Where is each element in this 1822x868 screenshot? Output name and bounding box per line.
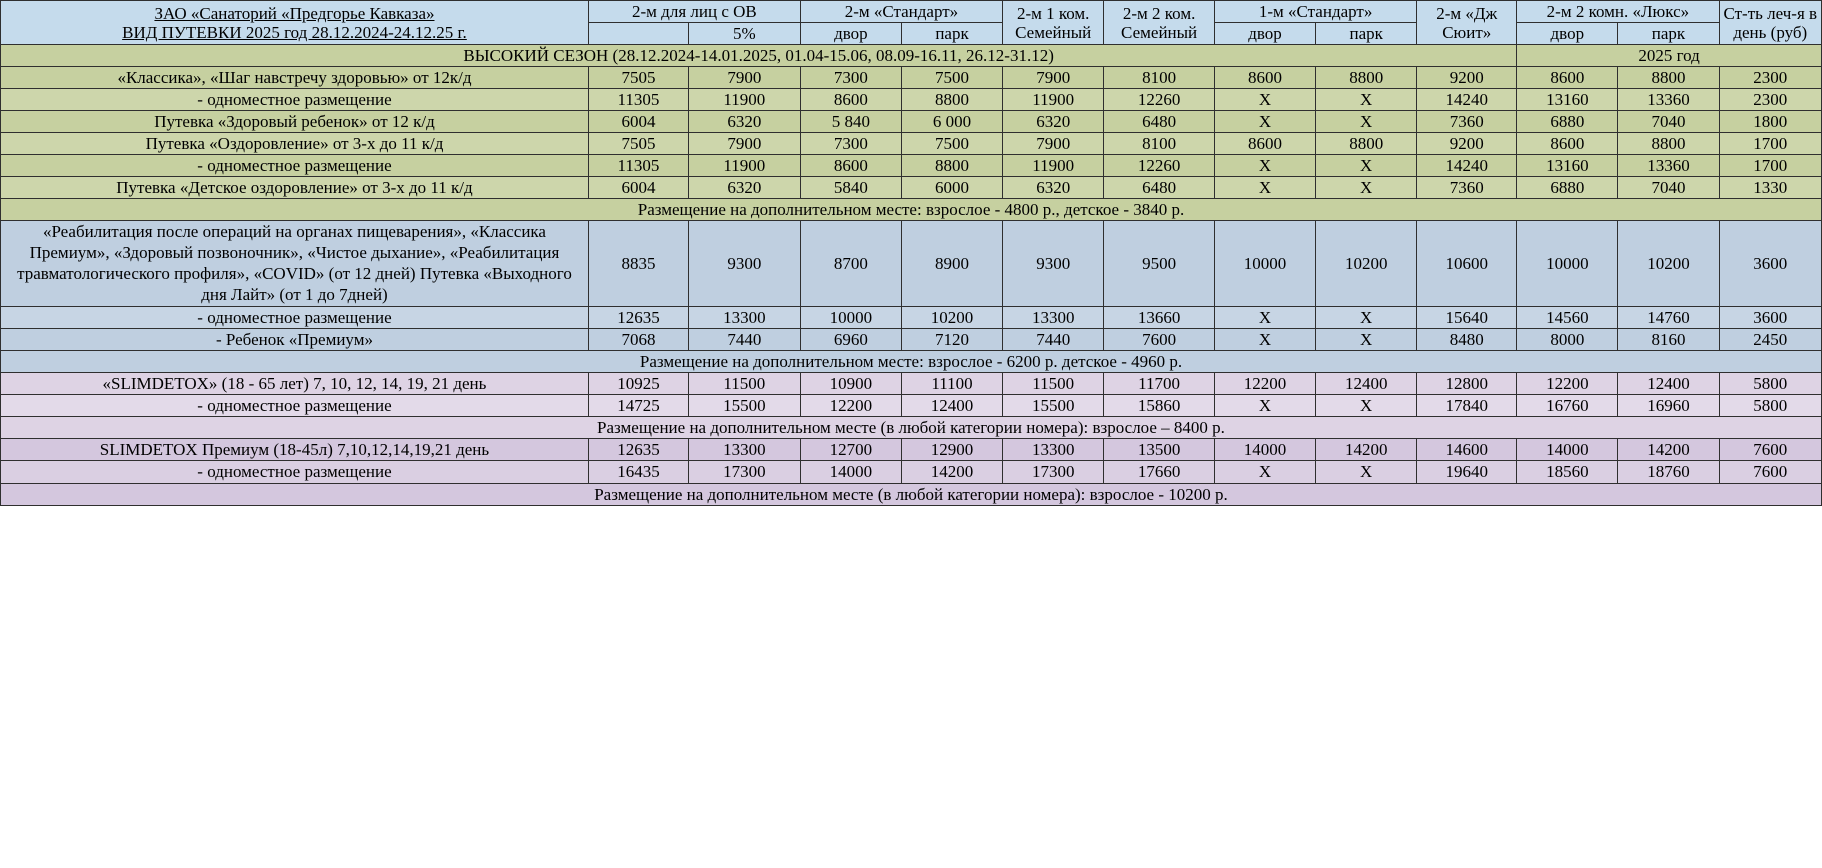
price-cell: 8100 <box>1104 67 1215 89</box>
price-cell: 6880 <box>1517 111 1618 133</box>
price-cell: 1330 <box>1719 177 1821 199</box>
price-cell: 10925 <box>588 373 688 395</box>
price-cell: 12700 <box>800 439 901 461</box>
price-cell: X <box>1316 111 1417 133</box>
header-col-ov: 2-м для лиц с ОВ <box>588 1 800 23</box>
price-cell: 14760 <box>1618 307 1719 329</box>
note-text: Размещение на дополнительном месте: взрослое - 4800 р., детское - 3840 р. <box>1 199 1822 221</box>
price-cell: 2300 <box>1719 89 1821 111</box>
price-cell: 6320 <box>1003 177 1104 199</box>
table-note-row <box>1 199 1822 221</box>
price-cell: 7505 <box>588 133 688 155</box>
price-cell: 13160 <box>1517 155 1618 177</box>
price-cell: 12400 <box>1316 373 1417 395</box>
price-cell: X <box>1214 461 1315 483</box>
header-col-family-1room: 2-м 1 ком. Семейный <box>1003 1 1104 45</box>
row-label: - одноместное размещение <box>1 89 589 111</box>
price-cell: 11305 <box>588 89 688 111</box>
price-cell: 14725 <box>588 395 688 417</box>
price-cell: 10600 <box>1417 221 1517 307</box>
price-cell: 8900 <box>901 221 1002 307</box>
price-cell: X <box>1214 177 1315 199</box>
price-cell: 8800 <box>901 155 1002 177</box>
price-cell: 14240 <box>1417 89 1517 111</box>
price-cell: 7900 <box>688 67 800 89</box>
header-sub-single-park: парк <box>1316 23 1417 45</box>
price-cell: 7600 <box>1104 329 1215 351</box>
header-sub-lux-park: парк <box>1618 23 1719 45</box>
header-sub-ov-5: 5% <box>688 23 800 45</box>
header-sub-single-yard: двор <box>1214 23 1315 45</box>
price-cell: 7300 <box>800 67 901 89</box>
header-sub-standart-park: парк <box>901 23 1002 45</box>
price-cell: 11305 <box>588 155 688 177</box>
price-cell: X <box>1316 461 1417 483</box>
price-cell: 13500 <box>1104 439 1215 461</box>
price-cell: 17660 <box>1104 461 1215 483</box>
price-cell: X <box>1316 155 1417 177</box>
price-cell: 6320 <box>688 177 800 199</box>
row-label: «Реабилитация после операций на органах пищеварения», «Классика Премиум», «Здоровый позвоночник», «Чистое дыхание», «Реабилитация травматологического профиля», «COVID» (от 12 дней) Путевка «Выходного дня Лайт» (от 1 до 7дней) <box>1 221 589 307</box>
price-cell: 11900 <box>688 155 800 177</box>
table-row <box>1 461 1822 483</box>
price-cell: 14560 <box>1517 307 1618 329</box>
price-cell: 6004 <box>588 177 688 199</box>
price-cell: 7040 <box>1618 177 1719 199</box>
price-cell: 5 840 <box>800 111 901 133</box>
price-cell: 14000 <box>800 461 901 483</box>
price-cell: 7440 <box>1003 329 1104 351</box>
row-label: - одноместное размещение <box>1 461 589 483</box>
header-org-cell <box>1 1 589 45</box>
price-cell: 13360 <box>1618 155 1719 177</box>
table-row <box>1 67 1822 89</box>
price-cell: 11900 <box>1003 89 1104 111</box>
price-cell: 5840 <box>800 177 901 199</box>
price-cell: 11900 <box>1003 155 1104 177</box>
price-cell: 7900 <box>1003 133 1104 155</box>
price-cell: 7900 <box>688 133 800 155</box>
price-cell: 14000 <box>1214 439 1315 461</box>
price-cell: 14200 <box>1316 439 1417 461</box>
price-cell: 8600 <box>1214 133 1315 155</box>
price-cell: 8800 <box>1316 67 1417 89</box>
price-cell: 10200 <box>1316 221 1417 307</box>
price-cell: 15860 <box>1104 395 1215 417</box>
price-cell: 7360 <box>1417 177 1517 199</box>
price-cell: X <box>1214 89 1315 111</box>
price-cell: 8160 <box>1618 329 1719 351</box>
price-cell: 10000 <box>1517 221 1618 307</box>
price-cell: 14000 <box>1517 439 1618 461</box>
season-banner-text: ВЫСОКИЙ СЕЗОН (28.12.2024-14.01.2025, 01.04-15.06, 08.09-16.11, 26.12-31.12) <box>1 45 1517 67</box>
price-cell: X <box>1214 395 1315 417</box>
price-cell: 13300 <box>1003 307 1104 329</box>
price-cell: 11500 <box>688 373 800 395</box>
price-cell: 15500 <box>1003 395 1104 417</box>
header-sub-standart-yard: двор <box>800 23 901 45</box>
table-row <box>1 221 1822 307</box>
note-text: Размещение на дополнительном месте (в любой категории номера): взрослое - 10200 р. <box>1 483 1822 505</box>
row-label: Путевка «Оздоровление» от 3-х до 11 к/д <box>1 133 589 155</box>
price-cell: 8800 <box>1316 133 1417 155</box>
price-cell: 9300 <box>1003 221 1104 307</box>
price-cell: 6320 <box>688 111 800 133</box>
table-row <box>1 329 1822 351</box>
price-cell: 7505 <box>588 67 688 89</box>
row-label: Путевка «Детское оздоровление» от 3-х до 11 к/д <box>1 177 589 199</box>
price-cell: 7600 <box>1719 439 1821 461</box>
price-cell: 8700 <box>800 221 901 307</box>
price-cell: 12400 <box>1618 373 1719 395</box>
price-cell: 12200 <box>1517 373 1618 395</box>
table-row <box>1 307 1822 329</box>
price-cell: X <box>1214 155 1315 177</box>
table-note-row <box>1 351 1822 373</box>
price-cell: 11900 <box>688 89 800 111</box>
row-label: «Классика», «Шаг навстречу здоровью» от 12к/д <box>1 67 589 89</box>
price-cell: 18760 <box>1618 461 1719 483</box>
price-cell: 17300 <box>1003 461 1104 483</box>
price-cell: 8600 <box>1214 67 1315 89</box>
price-cell: 8600 <box>1517 133 1618 155</box>
price-cell: 13300 <box>688 439 800 461</box>
price-cell: 8600 <box>1517 67 1618 89</box>
price-cell: 14200 <box>1618 439 1719 461</box>
price-cell: 19640 <box>1417 461 1517 483</box>
price-cell: 8100 <box>1104 133 1215 155</box>
header-col-standart: 2-м «Стандарт» <box>800 1 1002 23</box>
price-cell: 3600 <box>1719 221 1821 307</box>
price-cell: 10000 <box>1214 221 1315 307</box>
price-cell: 6320 <box>1003 111 1104 133</box>
table-row <box>1 395 1822 417</box>
price-cell: 14240 <box>1417 155 1517 177</box>
price-cell: 7360 <box>1417 111 1517 133</box>
price-cell: 12260 <box>1104 155 1215 177</box>
note-text: Размещение на дополнительном месте: взрослое - 6200 р. детское - 4960 р. <box>1 351 1822 373</box>
row-label: SLIMDETOX Премиум (18-45л) 7,10,12,14,19,21 день <box>1 439 589 461</box>
price-cell: 8600 <box>800 155 901 177</box>
price-cell: 6480 <box>1104 111 1215 133</box>
header-row-titles <box>1 1 1822 23</box>
price-cell: 6880 <box>1517 177 1618 199</box>
row-label: - одноместное размещение <box>1 307 589 329</box>
price-cell: 12200 <box>1214 373 1315 395</box>
price-cell: 7600 <box>1719 461 1821 483</box>
price-cell: 1700 <box>1719 155 1821 177</box>
price-cell: 14600 <box>1417 439 1517 461</box>
price-cell: 12900 <box>901 439 1002 461</box>
price-cell: X <box>1214 329 1315 351</box>
price-cell: 17300 <box>688 461 800 483</box>
price-cell: 6004 <box>588 111 688 133</box>
price-cell: 13300 <box>1003 439 1104 461</box>
price-cell: 7440 <box>688 329 800 351</box>
price-cell: 16435 <box>588 461 688 483</box>
price-cell: 13160 <box>1517 89 1618 111</box>
row-label: - Ребенок «Премиум» <box>1 329 589 351</box>
price-cell: 1700 <box>1719 133 1821 155</box>
price-cell: 8800 <box>901 89 1002 111</box>
price-cell: X <box>1316 329 1417 351</box>
season-banner-row <box>1 45 1822 67</box>
price-cell: 13300 <box>688 307 800 329</box>
price-cell: 2300 <box>1719 67 1821 89</box>
price-cell: 10200 <box>901 307 1002 329</box>
table-note-row <box>1 417 1822 439</box>
price-cell: 7120 <box>901 329 1002 351</box>
row-label: Путевка «Здоровый ребенок» от 12 к/д <box>1 111 589 133</box>
price-cell: 8835 <box>588 221 688 307</box>
price-cell: X <box>1316 307 1417 329</box>
price-cell: 8800 <box>1618 133 1719 155</box>
table-row <box>1 111 1822 133</box>
price-cell: 10200 <box>1618 221 1719 307</box>
price-cell: 16760 <box>1517 395 1618 417</box>
header-col-treatment-cost: Ст-ть леч-я в день (руб) <box>1719 1 1821 45</box>
price-cell: 6 000 <box>901 111 1002 133</box>
price-cell: 6960 <box>800 329 901 351</box>
price-cell: 6480 <box>1104 177 1215 199</box>
price-cell: 7300 <box>800 133 901 155</box>
price-cell: 6000 <box>901 177 1002 199</box>
org-line-1: ЗАО «Санаторий «Предгорье Кавказа» <box>154 3 435 23</box>
price-cell: 3600 <box>1719 307 1821 329</box>
price-cell: 15640 <box>1417 307 1517 329</box>
table-row <box>1 373 1822 395</box>
row-label: - одноместное размещение <box>1 155 589 177</box>
price-cell: 2450 <box>1719 329 1821 351</box>
price-cell: 7900 <box>1003 67 1104 89</box>
header-col-lux: 2-м 2 комн. «Люкс» <box>1517 1 1719 23</box>
price-cell: 10000 <box>800 307 901 329</box>
price-cell: X <box>1316 395 1417 417</box>
price-cell: 8600 <box>800 89 901 111</box>
price-cell: 5800 <box>1719 395 1821 417</box>
price-cell: 12800 <box>1417 373 1517 395</box>
price-cell: 13660 <box>1104 307 1215 329</box>
price-cell: 16960 <box>1618 395 1719 417</box>
price-cell: 11100 <box>901 373 1002 395</box>
price-cell: 17840 <box>1417 395 1517 417</box>
row-label: «SLIMDETOX» (18 - 65 лет) 7, 10, 12, 14, 19, 21 день <box>1 373 589 395</box>
header-col-single-standart: 1-м «Стандарт» <box>1214 1 1416 23</box>
price-cell: X <box>1316 177 1417 199</box>
table-row <box>1 177 1822 199</box>
price-cell: 9200 <box>1417 67 1517 89</box>
price-cell: 8480 <box>1417 329 1517 351</box>
table-note-row <box>1 483 1822 505</box>
table-row <box>1 155 1822 177</box>
price-cell: 7500 <box>901 133 1002 155</box>
price-cell: 9200 <box>1417 133 1517 155</box>
price-cell: 1800 <box>1719 111 1821 133</box>
price-cell: 15500 <box>688 395 800 417</box>
price-cell: 13360 <box>1618 89 1719 111</box>
price-cell: 7068 <box>588 329 688 351</box>
price-cell: X <box>1316 89 1417 111</box>
price-cell: 14200 <box>901 461 1002 483</box>
price-cell: 18560 <box>1517 461 1618 483</box>
price-cell: 8000 <box>1517 329 1618 351</box>
season-banner-year: 2025 год <box>1517 45 1822 67</box>
price-cell: 7040 <box>1618 111 1719 133</box>
header-sub-lux-yard: двор <box>1517 23 1618 45</box>
header-sub-ov-empty <box>588 23 688 45</box>
price-cell: 12635 <box>588 439 688 461</box>
org-line-2: ВИД ПУТЕВКИ 2025 год 28.12.2024-24.12.25 г. <box>122 22 467 42</box>
price-cell: 11700 <box>1104 373 1215 395</box>
table-row <box>1 133 1822 155</box>
header-col-family-2room: 2-м 2 ком. Семейный <box>1104 1 1215 45</box>
price-cell: 5800 <box>1719 373 1821 395</box>
price-cell: X <box>1214 111 1315 133</box>
price-cell: 12400 <box>901 395 1002 417</box>
table-row <box>1 439 1822 461</box>
price-cell: 12260 <box>1104 89 1215 111</box>
price-cell: X <box>1214 307 1315 329</box>
price-cell: 11500 <box>1003 373 1104 395</box>
table-body <box>1 1 1822 506</box>
table-row <box>1 89 1822 111</box>
price-cell: 9500 <box>1104 221 1215 307</box>
price-cell: 8800 <box>1618 67 1719 89</box>
note-text: Размещение на дополнительном месте (в любой категории номера): взрослое – 8400 р. <box>1 417 1822 439</box>
price-cell: 10900 <box>800 373 901 395</box>
price-cell: 7500 <box>901 67 1002 89</box>
header-col-junior-suite: 2-м «Дж Сюит» <box>1417 1 1517 45</box>
row-label: - одноместное размещение <box>1 395 589 417</box>
price-cell: 12635 <box>588 307 688 329</box>
price-cell: 9300 <box>688 221 800 307</box>
price-cell: 12200 <box>800 395 901 417</box>
